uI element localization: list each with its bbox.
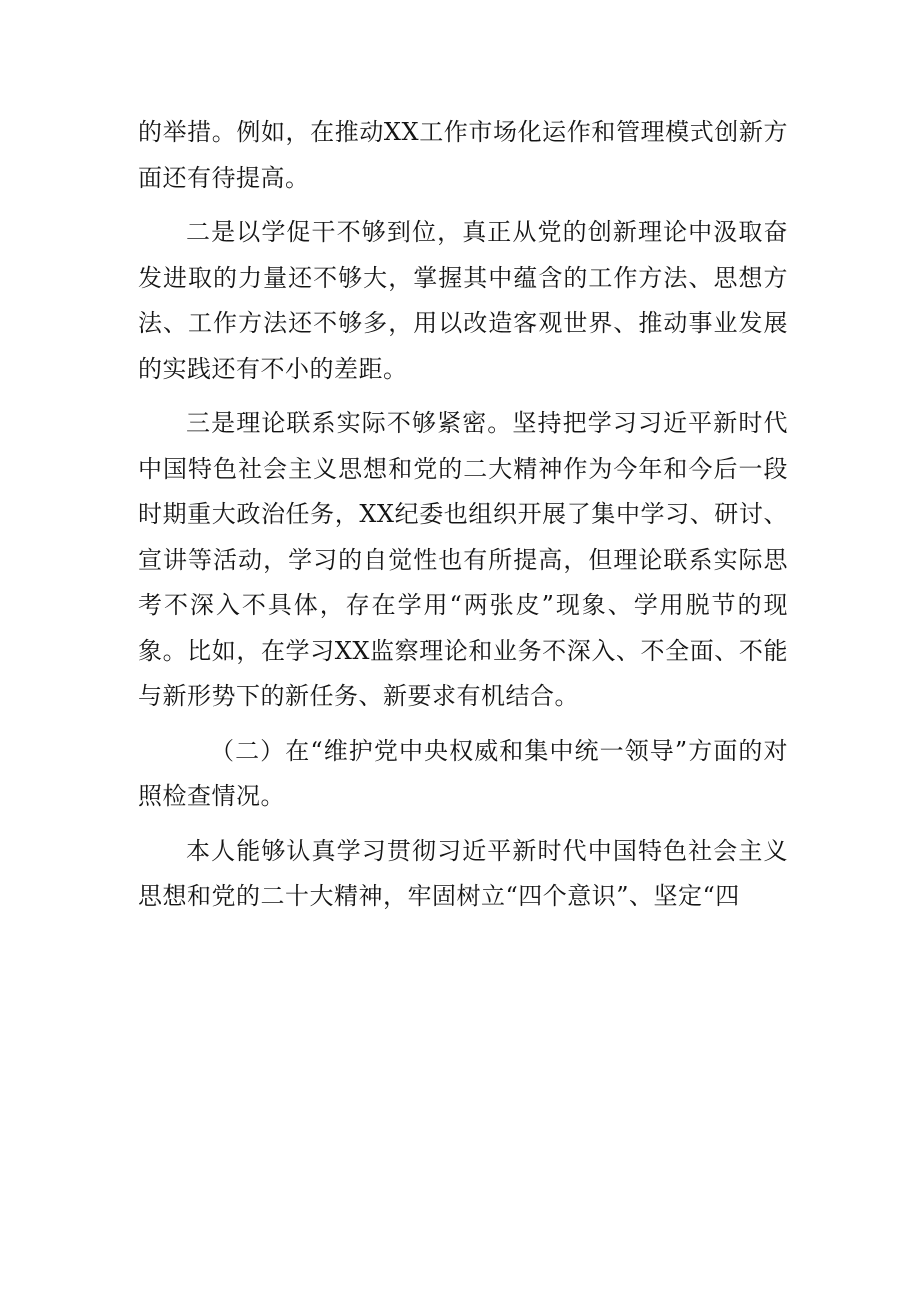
document-body bbox=[138, 110, 788, 929]
paragraph-point-two: 二是以学促干不够到位，真正从党的创新理论中汲取奋发进取的力量还不够大，掌握其中蕴含的工作方法、思想方法、工作方法还不够多，用以改造客观世界、推动事业发展的实践还有不小的差距。 bbox=[138, 218, 788, 383]
section-heading-two: （二）在“维护党中央权威和集中统一领导”方面的对照检查情况。 bbox=[138, 736, 788, 810]
paragraph-continuation: 的举措。例如，在推动XX工作市场化运作和管理模式创新方面还有待提高。 bbox=[138, 118, 788, 192]
paragraph-point-three: 三是理论联系实际不够紧密。坚持把学习习近平新时代中国特色社会主义思想和党的二大精神作为今年和今后一段时期重大政治任务，XX纪委也组织开展了集中学习、研讨、宣讲等活动，学习的自觉性也有所提高，但理论联系实际思考不深入不具体，存在学用“两张皮”现象、学用脱节的现象。比如，在学习XX监察理论和业务不深入、不全面、不能与新形势下的新任务、新要求有机结合。 bbox=[138, 409, 788, 710]
paragraph-section-two-body: 本人能够认真学习贯彻习近平新时代中国特色社会主义思想和党的二十大精神，牢固树立“四个意识”、坚定“四 bbox=[138, 836, 788, 910]
